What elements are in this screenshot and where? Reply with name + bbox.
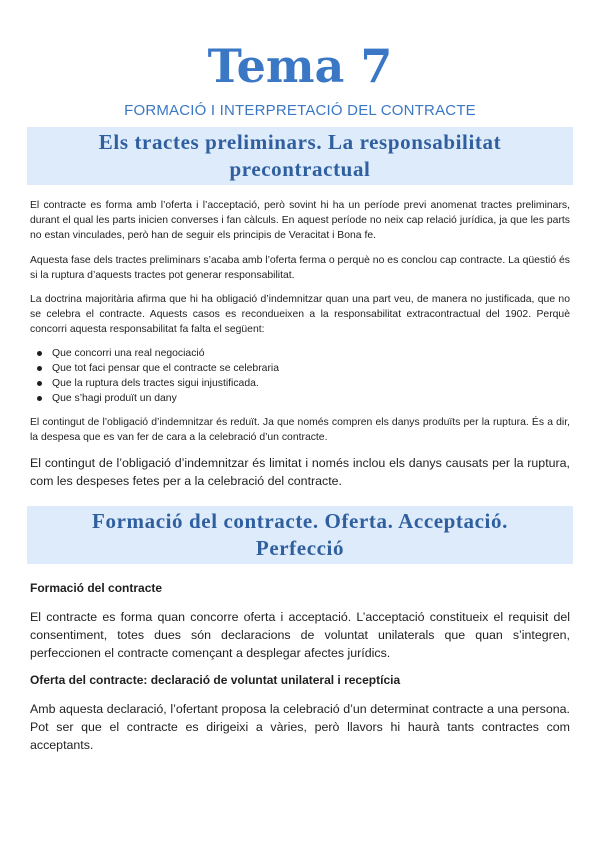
bullet-icon: [37, 351, 42, 356]
bullet-icon: [37, 381, 42, 386]
paragraph: Aquesta fase dels tractes preliminars s’acaba amb l’oferta ferma o perquè no es conclou cap contracte. La qüestió és si la ruptura d’aquests tractes pot generar responsabilitat.: [30, 254, 570, 281]
list-item: [52, 376, 570, 391]
page-title: Tema 7: [207, 39, 393, 93]
subheading-formation: Formació del contracte: [30, 581, 163, 596]
list-item: [52, 346, 570, 361]
bullet-icon: [37, 366, 42, 371]
paragraph: El contracte es forma amb l’oferta i l’acceptació, però sovint hi ha un període previ anomenat tractes preliminars, durant el qual les parts inicien converses i fan càlculs. En aquest període no neix cap relació jurídica, ja que les parts no estan vinculades, però han de seguir els principis de Veracitat i Bona fe.: [30, 200, 570, 242]
list-item: [52, 391, 570, 406]
summary-paragraph: El contingut de l’obligació d’indemnitzar és limitat i només inclou els danys causats per la ruptura, com les despeses fetes per a la celebració del contracte.: [30, 456, 570, 489]
section-heading-preliminary: Els tractes preliminars. La responsabilitat precontractual: [27, 127, 573, 185]
list-item-text: Que concorri una real negociació: [52, 347, 205, 359]
list-item: [52, 361, 570, 376]
page-subtitle: FORMACIÓ I INTERPRETACIÓ DEL CONTRACTE: [124, 102, 476, 119]
subheading-offer: Oferta del contracte: declaració de voluntat unilateral i receptícia: [30, 673, 401, 688]
paragraph: El contingut de l’obligació d’indemnitzar és reduït. Ja que només compren els danys produïts per la ruptura. És a dir, la despesa que es van fer de cara a la celebració d’un contracte.: [30, 416, 570, 443]
paragraph: El contracte es forma quan concorre oferta i acceptació. L’acceptació constitueix el requisit del consentiment, totes dues són declaracions de voluntat unilaterals que quan s’integren, perfeccionen el contracte començant a desplegar afectes jurídics.: [30, 610, 570, 661]
list-item-text: Que tot faci pensar que el contracte se celebraria: [52, 362, 279, 374]
section-heading-formation: Formació del contracte. Oferta. Acceptació. Perfecció: [27, 506, 573, 564]
requirements-list: [30, 346, 570, 406]
paragraph: Amb aquesta declaració, l’ofertant proposa la celebració d’un determinat contracte a una persona. Pot ser que el contracte es dirigeixi a vàries, però llavors hi haurà tants contractes com acceptants.: [30, 702, 570, 753]
bullet-icon: [37, 396, 42, 401]
list-item-text: Que la ruptura dels tractes sigui injustificada.: [52, 377, 259, 389]
paragraph: La doctrina majoritària afirma que hi ha obligació d’indemnitzar quan una part veu, de manera no justificada, que no se celebra el contracte. Aquests casos es recondueixen a la responsabilitat extracontractual del 1902. Perquè concorri aquesta responsabilitat fa falta el següent:: [30, 294, 570, 336]
list-item-text: Que s’hagi produït un dany: [52, 392, 177, 404]
